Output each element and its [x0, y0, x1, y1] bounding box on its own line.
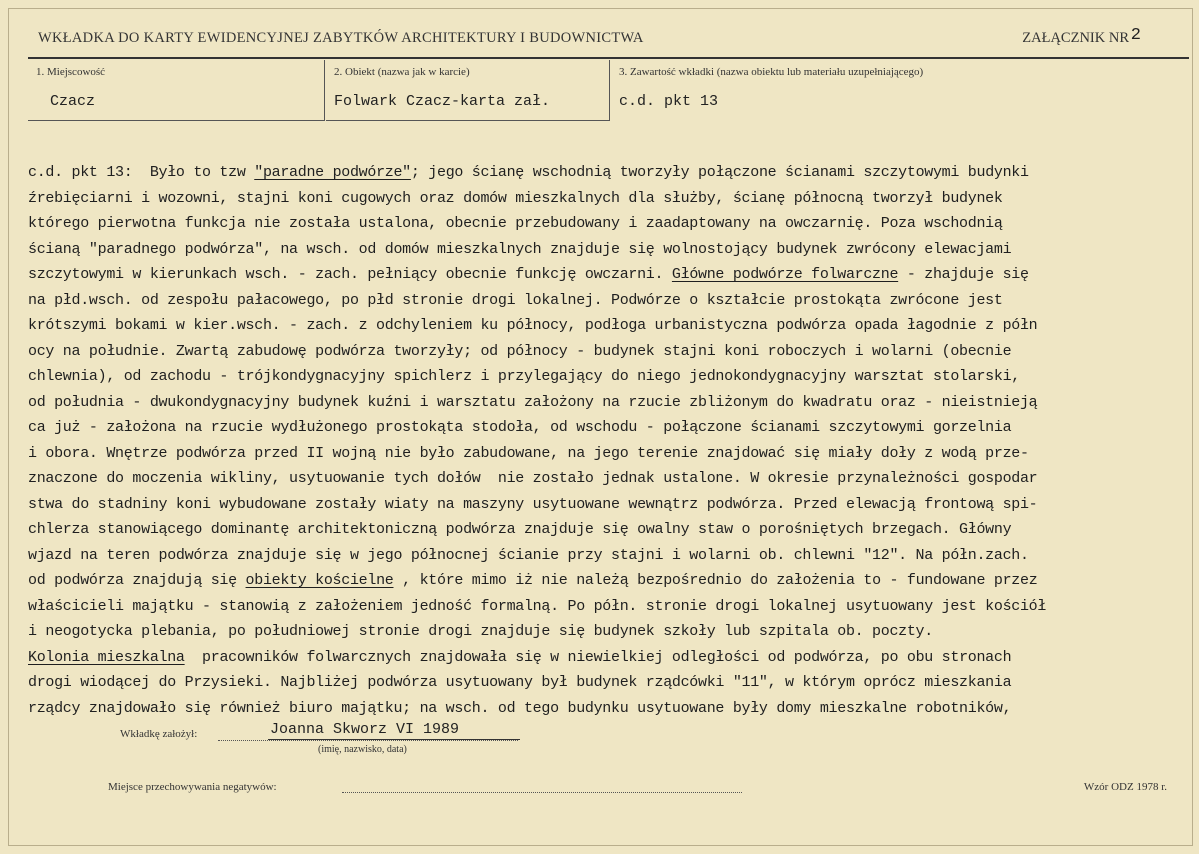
field-content [611, 60, 1189, 120]
field-content-value: c.d. pkt 13 [619, 93, 719, 110]
header-divider [28, 57, 1189, 59]
field-object [326, 60, 610, 121]
field-locality-label: 1. Miejscowość [36, 66, 106, 78]
field-content-label: 3. Zawartość wkładki (nazwa obiektu lub materiału uzupełniającego) [619, 66, 924, 78]
body-line: wjazd na teren podwórza znajduje się w jego północnej ścianie przy stajni i wolarni ob. chlewni "12". Na półn.zach. [28, 546, 1029, 564]
body-line: ścianą "paradnego podwórza", na wsch. od domów mieszkalnych znajduje się wolnostojący budynek zwrócony elewacjami [28, 240, 1012, 258]
body-line: Kolonia mieszkalna pracowników folwarcznych znajdowała się w niewielkiej odległości od podwórza, po obu stronach [28, 648, 1012, 666]
body-line: którego pierwotna funkcja nie została ustalona, obecnie przebudowany i zaadaptowany na owczarnię. Poza wschodnią [28, 215, 1003, 232]
underlined-phrase: Kolonia mieszkalna [28, 648, 185, 666]
annex-number: 2 [1130, 26, 1141, 45]
body-line: znaczone do moczenia wikliny, usytuowanie tych dołów nie zostało jednak ustalone. W okresie przynależności gospodar [28, 470, 1038, 487]
body-line: właścicieli majątku - stanowią z założeniem jedność formalną. Po półn. stronie drogi lokalnej usytuowany jest kościół [28, 597, 1047, 615]
body-line: od podwórza znajdują się obiekty kościelne , które mimo iż nie należą bezpośrednio do założenia to - fundowane przez [28, 572, 1038, 589]
body-line: krótszymi bokami w kier.wsch. - zach. z odchyleniem ku północy, podłoga urbanistyczna podwórza opada łagodnie z półn [28, 317, 1038, 334]
body-line: i neogotycka plebania, po południowej stronie drogi znajduje się budynek szkoły lub szpitala ob. poczty. [28, 623, 933, 640]
underlined-phrase: obiekty kościelne [245, 572, 394, 589]
created-by-label: Wkładkę założył: [120, 728, 198, 740]
body-line: chlewnia), od zachodu - trójkondygnacyjny spichlerz i przylegający do niego jednokondygnacyjny warsztat stolarski, [28, 368, 1020, 385]
body-line: ca już - założona na rzucie wydłużonego prostokąta stodoła, od wschodu - połączone ścianami szczytowymi gorzelnia [28, 419, 1012, 436]
body-line: drogi wiodącej do Przysieki. Najbliżej podwórza usytuowany był budynek rządcówki "11", w którym oprócz mieszkania [28, 674, 1012, 691]
annex-label: ZAŁĄCZNIK NR [1022, 30, 1129, 46]
body-line: na płd.wsch. od zespołu pałacowego, po płd stronie drogi lokalnej. Podwórze o kształcie prostokąta zwrócone jest [28, 291, 1003, 309]
body-line: ocy na południe. Zwartą zabudowę podwórza tworzyły; od północy - budynek stajni koni roboczych i wolarni (obecnie [28, 342, 1012, 360]
body-line: źrebięciarni i wozowni, stajni koni cugowych oraz domów mieszkalnych dla służby, ścianę północną tworzył budynek [28, 189, 1003, 207]
field-object-value: Folwark Czacz-karta zał. [334, 93, 551, 110]
body-line: stwa do stadniny koni wybudowane zostały wiaty na maszyny usytuowane wewnątrz podwórza. Przed elewacją frontową spi- [28, 495, 1038, 513]
created-by-underline [268, 739, 520, 740]
body-text [28, 160, 1199, 721]
created-by-hint: (imię, nazwisko, data) [318, 744, 407, 755]
underlined-phrase: "paradne podwórze" [254, 164, 411, 181]
field-locality [28, 60, 325, 121]
body-line: chlerza stanowiącego dominantę architektoniczną podwórza znajduje się owalny staw o porośniętych brzegach. Główny [28, 521, 1012, 538]
form-model: Wzór ODZ 1978 r. [1083, 781, 1167, 793]
body-line: od południa - dwukondygnacyjny budynek kuźni i warsztatu założony na rzucie zbliżonym do kwadratu oraz - nieistnieją [28, 393, 1038, 411]
storage-label: Miejsce przechowywania negatywów: [108, 781, 277, 793]
body-line: i obora. Wnętrze podwórza przed II wojną nie było zabudowane, na jego terenie znajdować się miały doły z wodą prze- [28, 444, 1029, 462]
body-line: c.d. pkt 13: Było to tzw "paradne podwórze"; jego ścianę wschodnią tworzyły połączone ścianami szczytowymi budynki [28, 164, 1029, 181]
body-line: szczytowymi w kierunkach wsch. - zach. pełniący obecnie funkcję owczarni. Główne podwórze folwarczne - zhajduje się [28, 266, 1029, 283]
form-title: WKŁADKA DO KARTY EWIDENCYJNEJ ZABYTKÓW ARCHITEKTURY I BUDOWNICTWA [38, 30, 644, 46]
created-by-dotted-line [218, 740, 518, 741]
storage-dotted-line [342, 792, 742, 793]
field-locality-value: Czacz [50, 93, 96, 110]
body-line: rządcy znajdowało się również biuro majątku; na wsch. od tego budynku usytuowane były domy mieszkalne robotników, [28, 699, 1012, 717]
underlined-phrase: Główne podwórze folwarczne [671, 266, 899, 283]
created-by-value: Joanna Skworz VI 1989 [270, 721, 460, 738]
field-object-label: 2. Obiekt (nazwa jak w karcie) [334, 66, 470, 78]
